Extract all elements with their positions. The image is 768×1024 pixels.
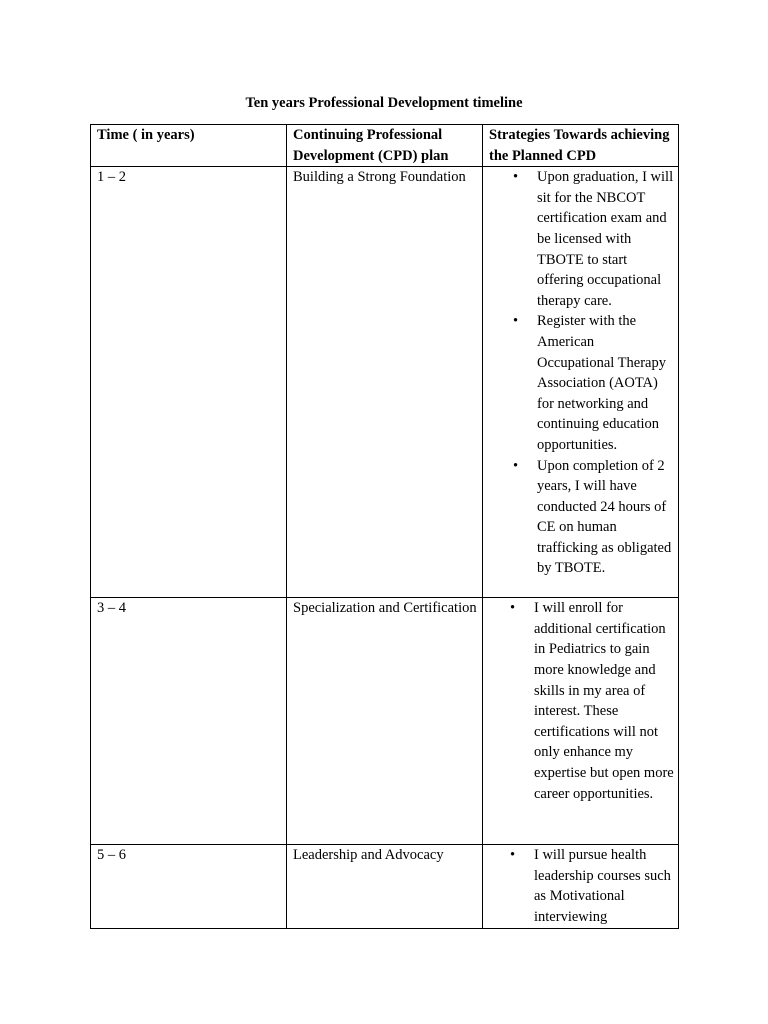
time-cell: 3 – 4 — [91, 598, 287, 845]
list-item: • Register with the American Occupational Therapy Association (AOTA) for networking and continuing education opportunities. — [489, 311, 674, 455]
header-cpd-plan: Continuing Professional Development (CPD) plan — [287, 125, 483, 167]
strategy-list — [489, 598, 674, 804]
list-item: • I will pursue health leadership courses such as Motivational interviewing — [489, 845, 674, 927]
plan-cell: Specialization and Certification — [287, 598, 483, 845]
page-title: Ten years Professional Development timeline — [245, 95, 523, 111]
header-time: Time ( in years) — [91, 125, 287, 167]
strategies-cell — [483, 598, 679, 845]
time-cell: 1 – 2 — [91, 167, 287, 598]
strategies-cell — [483, 845, 679, 928]
list-item: • Upon completion of 2 years, I will have conducted 24 hours of CE on human trafficking as obligated by TBOTE. — [489, 456, 674, 580]
table-header-row — [91, 125, 679, 167]
time-cell: 5 – 6 — [91, 845, 287, 928]
table-row — [91, 845, 679, 928]
strategy-list — [489, 845, 674, 927]
list-item: • Upon graduation, I will sit for the NBCOT certification exam and be licensed with TBOTE to start offering occupational therapy care. — [489, 167, 674, 311]
strategy-list — [489, 167, 674, 579]
plan-cell: Leadership and Advocacy — [287, 845, 483, 928]
table-row — [91, 598, 679, 845]
cpd-timeline-table — [90, 124, 679, 929]
list-item: • I will enroll for additional certification in Pediatrics to gain more knowledge and skills in my area of interest. These certifications will not only enhance my expertise but open more career opportunities. — [489, 598, 674, 804]
table-row — [91, 167, 679, 598]
plan-cell: Building a Strong Foundation — [287, 167, 483, 598]
strategies-cell — [483, 167, 679, 598]
header-strategies: Strategies Towards achieving the Planned CPD — [483, 125, 679, 167]
